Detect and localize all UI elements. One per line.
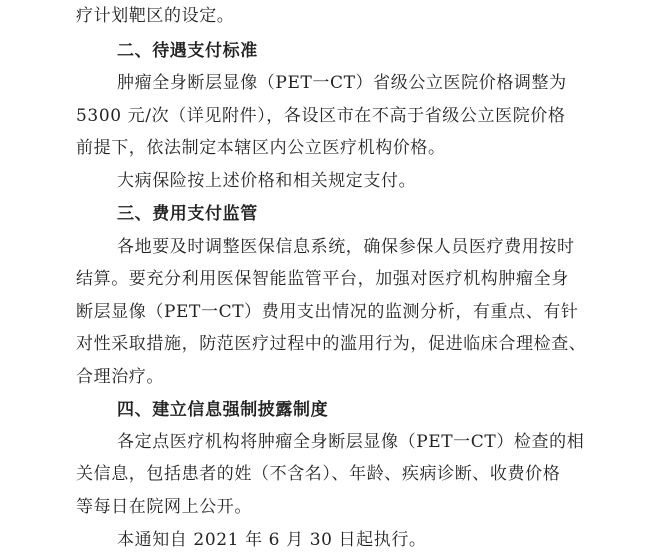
effective-date-line: 本通知自 2021 年 6 月 30 日起执行。 — [117, 530, 427, 550]
paragraph-line: 前提下，依法制定本辖区内公立医疗机构价格。 — [76, 138, 446, 158]
paragraph-line: 肿瘤全身断层显像（PET一CT）省级公立医院价格调整为 — [117, 73, 567, 93]
paragraph-line: 各定点医疗机构将肿瘤全身断层显像（PET一CT）检查的相 — [117, 432, 585, 452]
paragraph-line: 疗计划靶区的设定。 — [76, 6, 235, 26]
paragraph-line: 对性采取措施，防范医疗过程中的滥用行为，促进临床合理检查、 — [76, 334, 587, 354]
section-heading-information-disclosure: 四、建立信息强制披露制度 — [117, 400, 329, 420]
paragraph-line: 合理治疗。 — [76, 367, 164, 387]
paragraph-line: 5300 元/次（详见附件），各设区市在不高于省级公立医院价格 — [76, 106, 566, 126]
paragraph-line: 断层显像（PET一CT）费用支出情况的监测分析，有重点、有针 — [76, 302, 579, 322]
section-heading-expense-supervision: 三、费用支付监管 — [117, 204, 258, 224]
section-heading-benefit-payment: 二、待遇支付标准 — [117, 41, 258, 61]
paragraph-line: 关信息，包括患者的姓（不含名）、年龄、疾病诊断、收费价格 — [76, 464, 561, 484]
paragraph-line: 结算。要充分利用医保智能监管平台，加强对医疗机构肿瘤全身 — [76, 269, 569, 289]
paragraph-line: 大病保险按上述价格和相关规定支付。 — [117, 171, 417, 191]
paragraph-line: 等每日在院网上公开。 — [76, 497, 252, 517]
paragraph-line: 各地要及时调整医保信息系统，确保参保人员医疗费用按时 — [117, 237, 575, 257]
